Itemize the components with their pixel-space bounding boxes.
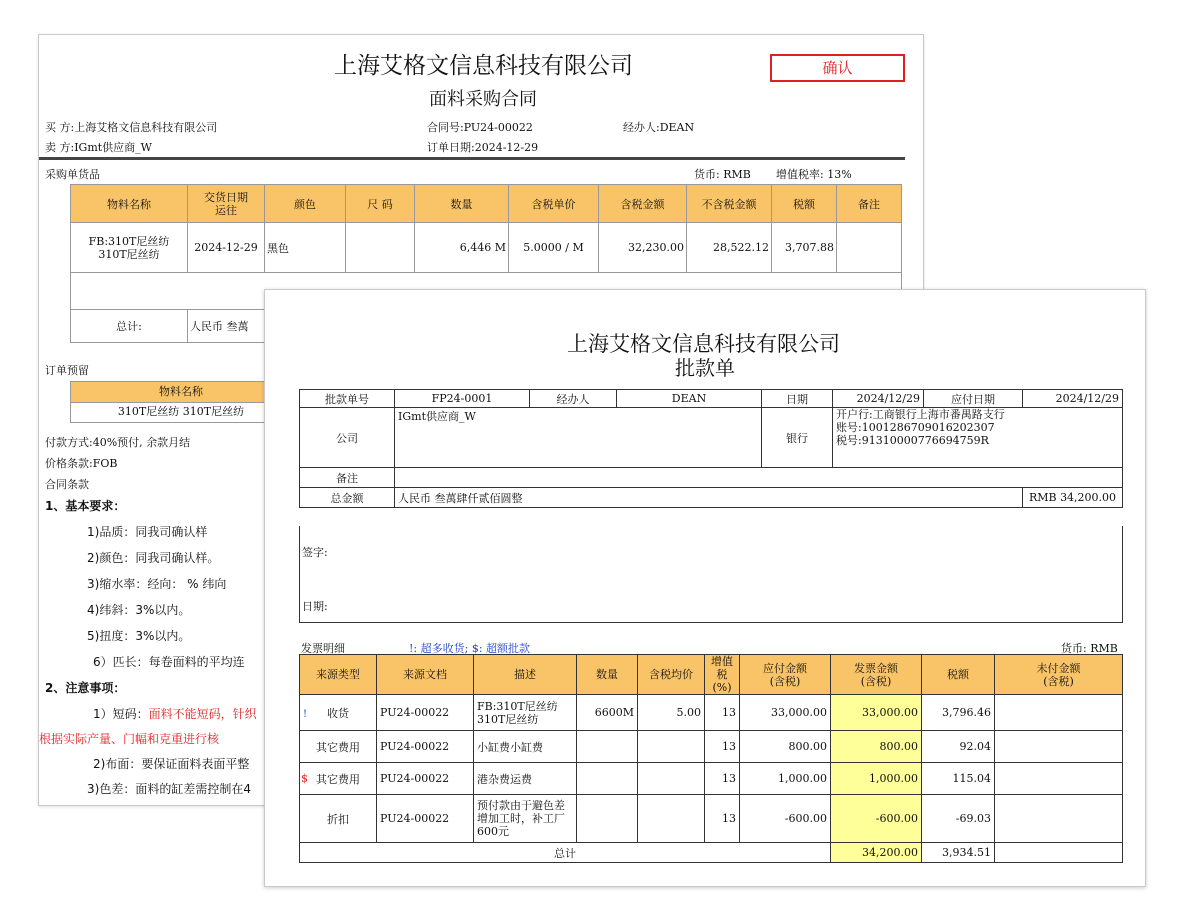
desc-cell: 小缸费小缸费 <box>474 731 577 763</box>
vat-cell: 13 <box>705 795 740 843</box>
table-row <box>300 731 1123 763</box>
confirm-button[interactable] <box>770 54 905 82</box>
amount-notax-cell: 28,522.12 <box>687 223 772 273</box>
invoice-table <box>299 654 1123 863</box>
contract-company-title: 上海艾格文信息科技有限公司 <box>334 53 633 79</box>
col-header: 含税均价 <box>638 655 705 695</box>
type-cell <box>300 731 377 763</box>
qty-cell: 6600M <box>577 695 638 731</box>
col-header: 物料名称 <box>71 185 188 223</box>
note-3: 3)色差：面料的缸差需控制在4 <box>87 782 251 796</box>
unit-price-cell: 5.0000 / M <box>509 223 599 273</box>
qty-cell <box>577 763 638 795</box>
doc-cell: PU24-00022 <box>377 695 474 731</box>
total-label: 总计: <box>71 310 188 343</box>
notes-heading: 2、注意事项： <box>45 681 126 695</box>
sign-date-label: 日期: <box>302 600 328 613</box>
value-company: IGmt供应商_W <box>395 408 762 468</box>
table-row <box>300 843 1123 863</box>
table-row <box>71 223 902 273</box>
table-row <box>300 763 1123 795</box>
desc-cell: FB:310T尼丝纺 310T尼丝纺 <box>474 695 577 731</box>
unpaid-cell <box>995 763 1123 795</box>
note-cell <box>837 223 902 273</box>
tax-cell: -69.03 <box>922 795 995 843</box>
order-date: 订单日期:2024-12-29 <box>427 141 539 154</box>
note-2: 2)布面：要保证面料表面平整 <box>93 757 250 771</box>
reserve-header <box>70 381 292 403</box>
invoice-amount-cell: 33,000.00 <box>831 695 922 731</box>
note-1-line2: 根据实际产量、门幅和克重进行核 <box>39 732 220 746</box>
date-cell: 2024-12-29 <box>188 223 265 273</box>
invoice-header: 发票金额 (含税) <box>854 661 898 688</box>
vat-cell: 13 <box>705 695 740 731</box>
type-text: 收货 <box>327 706 349 720</box>
invoice-total-label: 总计 <box>300 843 831 863</box>
vat-cell: 13 <box>705 731 740 763</box>
price-terms: 价格条款:FOB <box>45 457 118 470</box>
qty-cell <box>577 795 638 843</box>
label-date: 日期 <box>762 390 833 408</box>
req-item: 2)颜色：同我司确认样。 <box>87 551 220 565</box>
col-header <box>705 655 740 695</box>
unpaid-cell <box>995 795 1123 843</box>
invoice-details-label: 发票明细 <box>301 642 345 655</box>
col-header: 数量 <box>415 185 509 223</box>
bank-name: 开户行:工商银行上海市番禺路支行 <box>836 408 1005 421</box>
value-approval-no: FP24-0001 <box>395 390 530 408</box>
goods-section-label: 采购单货品 <box>45 168 100 181</box>
payable-cell: 1,000.00 <box>740 763 831 795</box>
size-cell <box>346 223 415 273</box>
color-cell: 黑色 <box>265 223 346 273</box>
type-cell <box>300 795 377 843</box>
qty-cell <box>577 731 638 763</box>
req-item: 6）匹长：每卷面料的平均连 <box>93 655 245 669</box>
col-header: 不含税金额 <box>687 185 772 223</box>
vat-header: 增值 税(%) <box>711 655 733 694</box>
col-header: 描述 <box>474 655 577 695</box>
doc-cell: PU24-00022 <box>377 731 474 763</box>
type-cell <box>300 763 377 795</box>
invoice-total-amount: 34,200.00 <box>831 843 922 863</box>
col-header: 含税金额 <box>599 185 687 223</box>
value-due-date: 2024/12/29 <box>1023 390 1123 408</box>
doc-cell: PU24-00022 <box>377 795 474 843</box>
label-handler: 经办人 <box>530 390 617 408</box>
col-header: 备注 <box>837 185 902 223</box>
payable-cell: 800.00 <box>740 731 831 763</box>
amount-tax-cell: 32,230.00 <box>599 223 687 273</box>
reserve-row-text: 310T尼丝纺 310T尼丝纺 <box>117 405 245 418</box>
label-remark: 备注 <box>300 468 395 488</box>
invoice-legend: !: 超多收货; $: 超额批款 <box>409 642 531 655</box>
signature-box <box>299 526 1123 623</box>
confirm-label: 确认 <box>822 59 853 77</box>
material-cell: FB:310T尼丝纺 310T尼丝纺 <box>71 223 188 273</box>
col-header: 来源文档 <box>377 655 474 695</box>
type-text: 其它费用 <box>316 740 360 754</box>
req-item: 5)扭度：3%以内。 <box>87 629 191 643</box>
type-text: 折扣 <box>327 812 349 826</box>
value-remark <box>395 468 1123 488</box>
type-text: 其它费用 <box>316 772 360 786</box>
req-item: 3)缩水率：经向： % 纬向 <box>87 577 227 591</box>
approval-header-table <box>299 389 1123 508</box>
invoice-total-unpaid <box>995 843 1123 863</box>
payment-terms: 付款方式:40%预付, 余款月结 <box>45 436 191 449</box>
approval-title: 批款单 <box>675 356 735 380</box>
unpaid-cell <box>995 731 1123 763</box>
invoice-amount-cell: 800.00 <box>831 731 922 763</box>
col-header: 税额 <box>922 655 995 695</box>
buyer: 买 方:上海艾格文信息科技有限公司 <box>45 121 218 134</box>
price-cell <box>638 795 705 843</box>
qty-cell: 6,446 M <box>415 223 509 273</box>
approval-company-title: 上海艾格文信息科技有限公司 <box>567 332 840 356</box>
over-receipt-flag: ! <box>303 709 308 720</box>
basic-requirements-heading: 1、基本要求： <box>45 499 126 513</box>
unpaid-header: 未付金额 (含税) <box>1036 661 1081 688</box>
note-1 <box>93 705 257 722</box>
col-header: 颜色 <box>265 185 346 223</box>
col-header: 数量 <box>577 655 638 695</box>
total-text: 人民币 叁萬 <box>188 310 902 343</box>
label-due-date: 应付日期 <box>924 390 1023 408</box>
total-amount-value <box>1023 488 1123 508</box>
bank-account: 账号:1001286709016202307 <box>836 421 995 434</box>
col-header: 税额 <box>772 185 837 223</box>
value-bank <box>833 408 1123 468</box>
price-cell <box>638 731 705 763</box>
contract-no: 合同号:PU24-00022 <box>427 121 533 134</box>
contract-terms-label: 合同条款 <box>45 478 89 491</box>
doc-cell: PU24-00022 <box>377 763 474 795</box>
label-bank: 银行 <box>762 408 833 468</box>
price-cell <box>638 763 705 795</box>
col-header <box>188 185 265 223</box>
contract-currency: 货币: RMB <box>694 168 751 181</box>
note-1-warning: 面料不能短码，针织 <box>148 707 257 721</box>
tax-cell: 115.04 <box>922 763 995 795</box>
label-approval-no: 批款单号 <box>300 390 395 408</box>
reserve-header-label: 物料名称 <box>159 385 203 398</box>
col-header <box>740 655 831 695</box>
invoice-currency: 货币: RMB <box>1061 642 1118 655</box>
delivery-date-header: 交货日期 运往 <box>204 190 248 217</box>
tax-cell: 3,796.46 <box>922 695 995 731</box>
type-cell <box>300 695 377 731</box>
col-header: 来源类型 <box>300 655 377 695</box>
req-item: 1)品质：同我司确认样 <box>87 525 208 539</box>
table-row <box>300 695 1123 731</box>
price-cell: 5.00 <box>638 695 705 731</box>
note-1-prefix: 1）短码： <box>93 707 149 721</box>
contract-handler: 经办人:DEAN <box>623 121 695 134</box>
payable-header: 应付金额 (含税) <box>763 661 807 688</box>
col-header <box>831 655 922 695</box>
payable-cell: -600.00 <box>740 795 831 843</box>
seller: 卖 方:IGmt供应商_W <box>45 141 152 154</box>
reserve-label: 订单预留 <box>45 364 89 377</box>
vat-rate: 增值税率: 13% <box>776 168 852 181</box>
over-payment-flag: $ <box>301 772 308 785</box>
col-header: 尺 码 <box>346 185 415 223</box>
payable-cell: 33,000.00 <box>740 695 831 731</box>
payment-approval-document <box>264 289 1146 887</box>
tax-cell: 92.04 <box>922 731 995 763</box>
total-amount-words: 人民币 叁萬肆仟贰佰圆整 <box>395 488 1023 508</box>
label-company: 公司 <box>300 408 395 468</box>
vat-cell: 13 <box>705 763 740 795</box>
divider <box>39 157 905 160</box>
tax-number: 税号:91310000776694759R <box>836 434 989 447</box>
unpaid-cell <box>995 695 1123 731</box>
invoice-amount-cell: 1,000.00 <box>831 763 922 795</box>
col-header: 含税单价 <box>509 185 599 223</box>
value-date: 2024/12/29 <box>833 390 924 408</box>
label-total-amount: 总金额 <box>300 488 395 508</box>
contract-title: 面料采购合同 <box>429 89 537 110</box>
reserve-row <box>70 402 292 423</box>
signature-label: 签字: <box>302 546 328 559</box>
desc-cell: 预付款由于避色差 增加工时，补工厂 600元 <box>474 795 577 843</box>
col-header <box>995 655 1123 695</box>
total-amount-number: RMB 34,200.00 <box>1028 491 1117 504</box>
invoice-amount-cell: -600.00 <box>831 795 922 843</box>
req-item: 4)纬斜：3%以内。 <box>87 603 191 617</box>
value-handler: DEAN <box>617 390 762 408</box>
tax-cell: 3,707.88 <box>772 223 837 273</box>
table-row <box>300 795 1123 843</box>
invoice-total-tax: 3,934.51 <box>922 843 995 863</box>
desc-cell: 港杂费运费 <box>474 763 577 795</box>
